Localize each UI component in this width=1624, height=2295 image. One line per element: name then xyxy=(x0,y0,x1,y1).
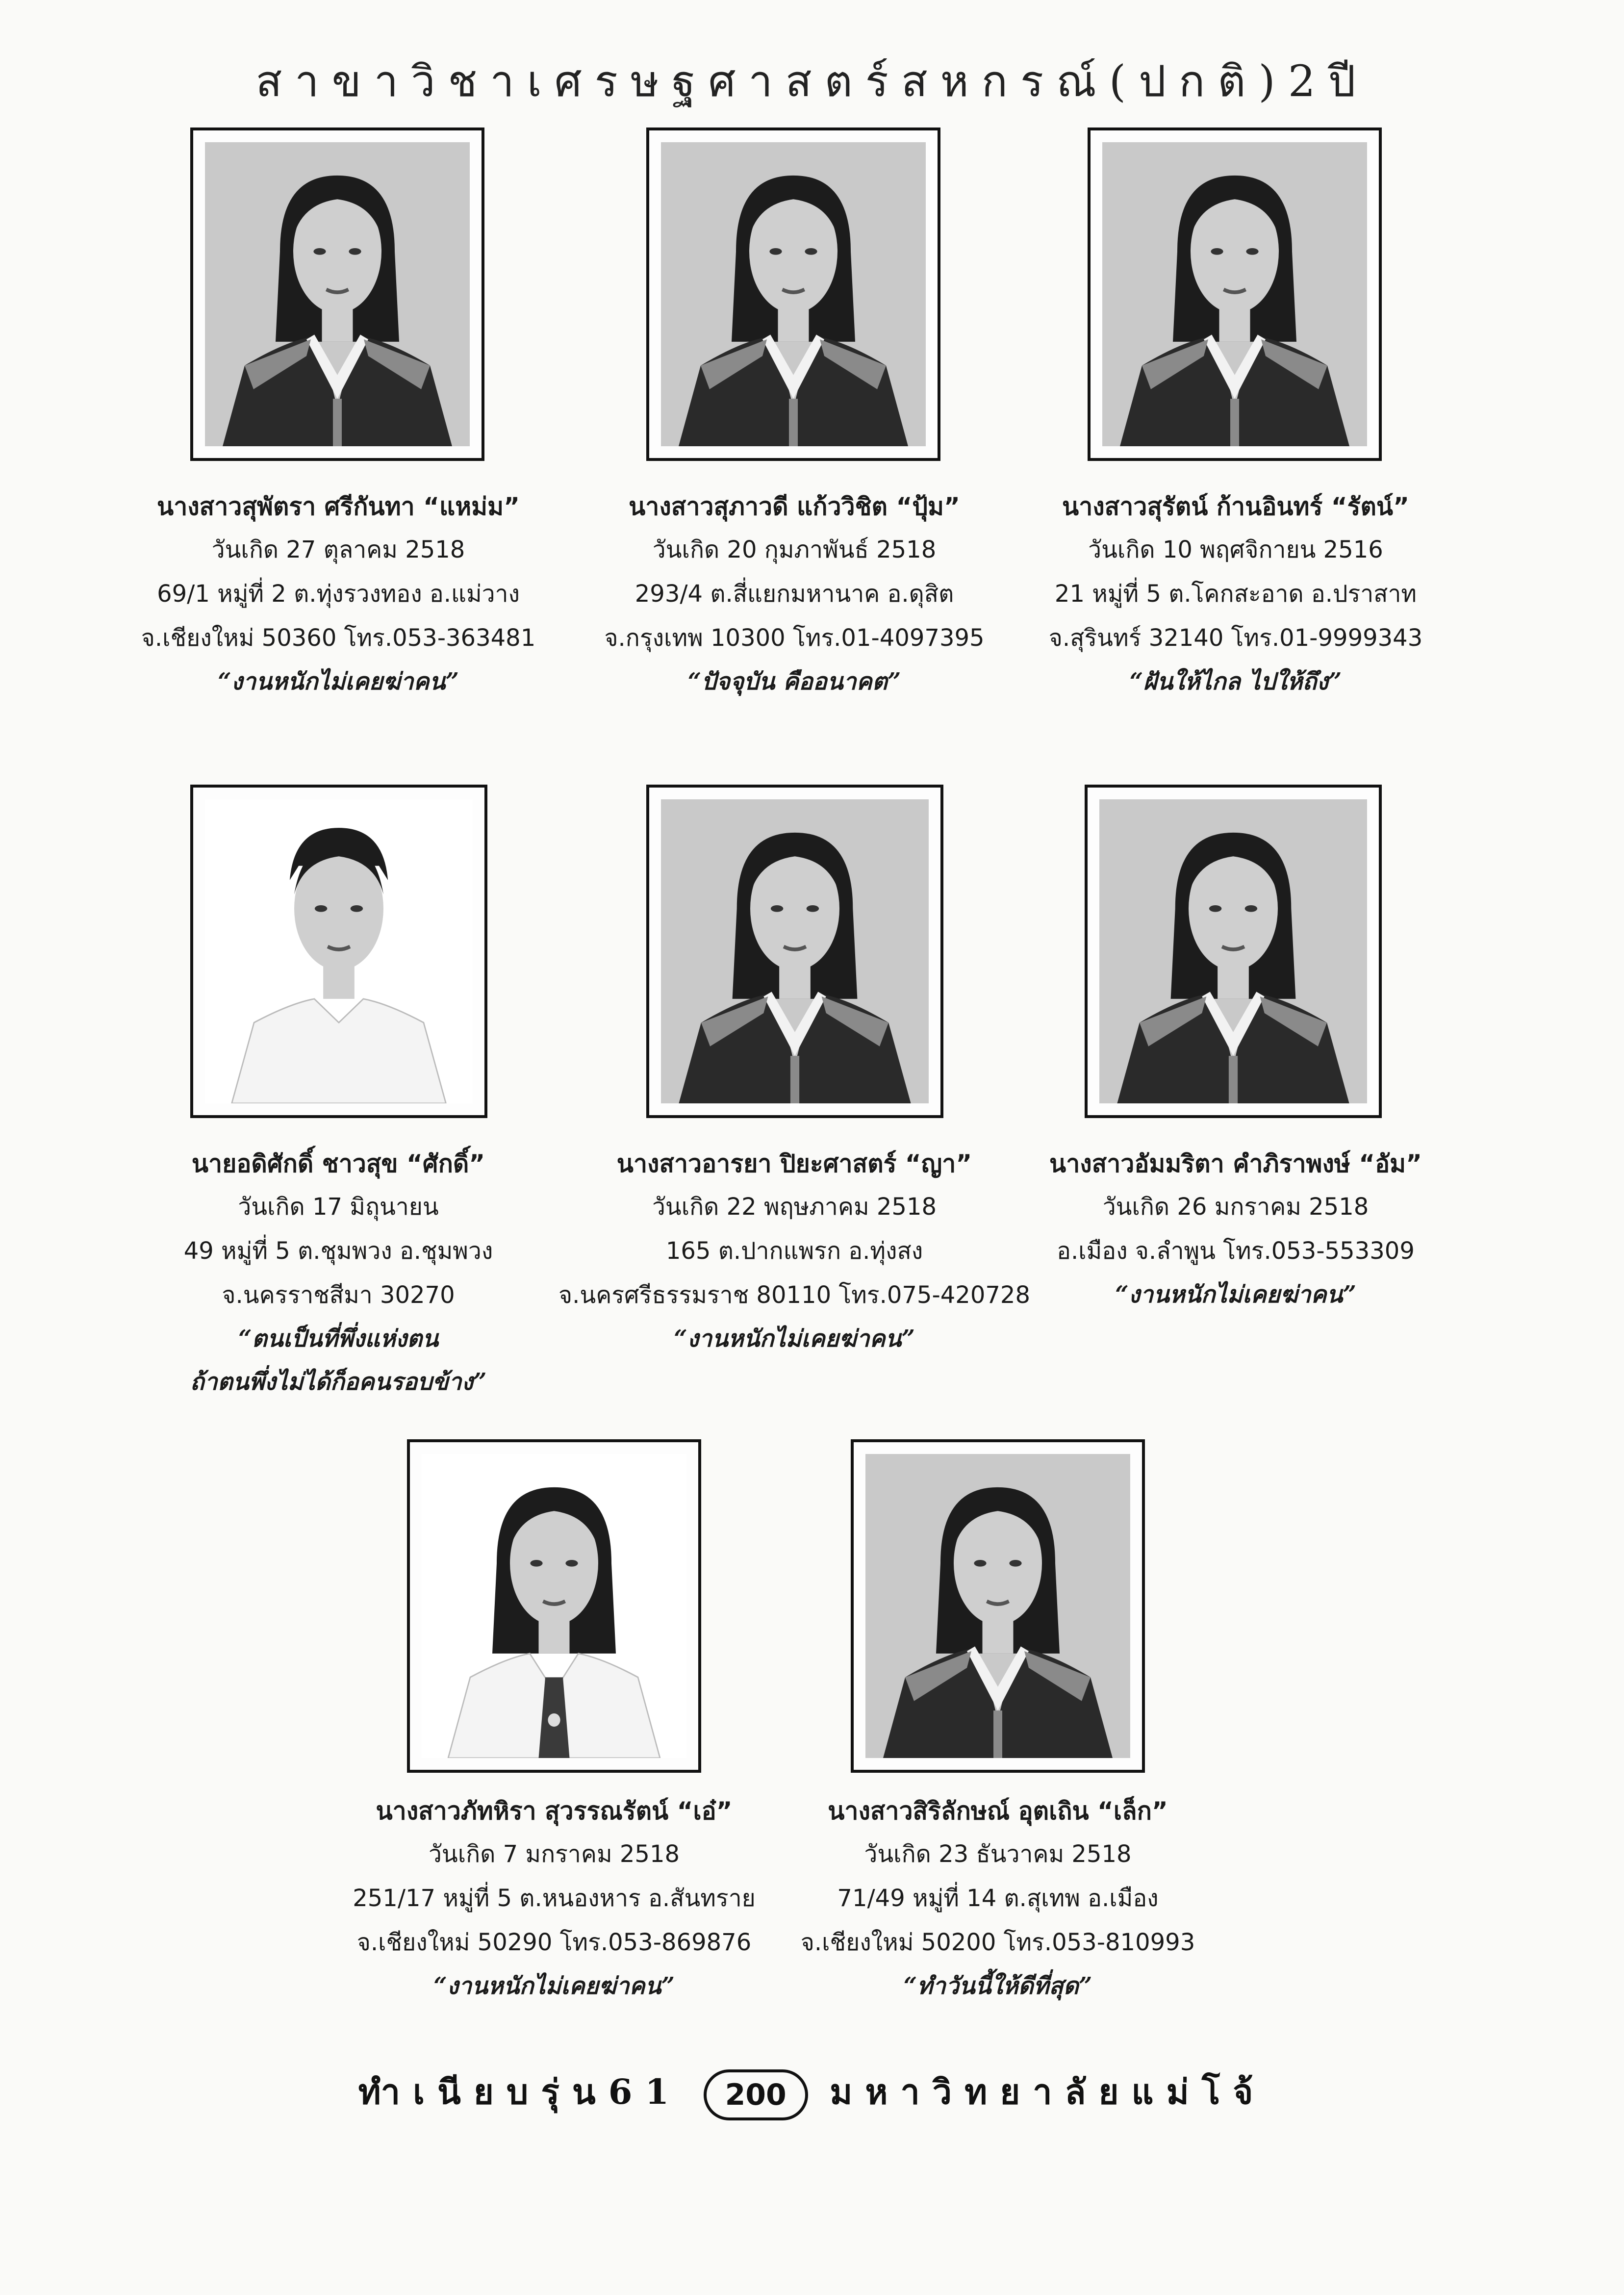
student-photo xyxy=(190,785,487,1118)
student-address: จ.นครราชสีมา 30270 xyxy=(222,1281,455,1309)
student-motto: “งานหนักไม่เคยฆ่าคน” xyxy=(674,1325,915,1352)
portrait-image xyxy=(1102,142,1367,446)
student-info xyxy=(990,1143,1481,1316)
portrait-image xyxy=(865,1454,1130,1758)
student-name: นางสาวสิริลักษณ์ อุตเถิน “เล็ก” xyxy=(828,1797,1168,1825)
student-birthday: วันเกิด 10 พฤศจิกายน 2516 xyxy=(1088,536,1383,563)
student-name: นางสาวอารยา ปิยะศาสตร์ “ญา” xyxy=(616,1149,972,1178)
student-motto: “งานหนักไม่เคยฆ่าคน” xyxy=(433,1972,675,2000)
student-motto: “งานหนักไม่เคยฆ่าคน” xyxy=(218,668,459,695)
student-name: นายอดิศักดิ์ ชาวสุข “ศักดิ์” xyxy=(191,1149,485,1178)
student-birthday: วันเกิด 17 มิถุนายน xyxy=(238,1193,439,1221)
student-address: 165 ต.ปากแพรก อ.ทุ่งสง xyxy=(665,1237,923,1265)
student-motto: “งานหนักไม่เคยฆ่าคน” xyxy=(1115,1281,1356,1308)
student-address: อ.เมือง จ.ลำพูน โทร.053-553309 xyxy=(1057,1237,1415,1265)
student-photo xyxy=(851,1439,1145,1773)
student-info xyxy=(93,1143,584,1403)
student-address: 71/49 หมู่ที่ 14 ต.สุเทพ อ.เมือง xyxy=(837,1885,1159,1912)
student-motto: “ฝันให้ไกล ไปให้ถึง” xyxy=(1129,668,1342,695)
student-address: 251/17 หมู่ที่ 5 ต.หนองหาร อ.สันทราย xyxy=(353,1885,756,1912)
student-info xyxy=(309,1790,799,2008)
portrait-image xyxy=(205,799,473,1103)
student-address: 69/1 หมู่ที่ 2 ต.ทุ่งรวงทอง อ.แม่วาง xyxy=(157,580,520,608)
student-name: นางสาวอัมมริตา คำภิราพงษ์ “อัม” xyxy=(1049,1149,1422,1178)
portrait-image xyxy=(661,142,926,446)
student-birthday: วันเกิด 26 มกราคม 2518 xyxy=(1102,1193,1369,1221)
student-motto: “ตนเป็นที่พึ่งแห่งตน xyxy=(238,1325,438,1352)
student-info xyxy=(549,1143,1040,1360)
student-birthday: วันเกิด 27 ตุลาคม 2518 xyxy=(211,536,465,563)
page-number: 200 xyxy=(704,2069,808,2120)
student-name: นางสาวภัทหิรา สุวรรณรัตน์ “เอ๋” xyxy=(376,1797,733,1825)
student-motto: ถ้าตนพึ่งไม่ได้ก็อคนรอบข้าง” xyxy=(190,1368,487,1396)
student-name: นางสาวสุภาวดี แก้ววิชิต “ปุ้ม” xyxy=(629,492,960,521)
student-birthday: วันเกิด 23 ธันวาคม 2518 xyxy=(864,1840,1132,1868)
footer-university-label: มหาวิทยาลัยแม่โจ้ xyxy=(830,2071,1266,2112)
student-address: 293/4 ต.สี่แยกมหานาค อ.ดุสิต xyxy=(634,580,954,608)
student-photo xyxy=(1088,128,1382,461)
student-address: จ.เชียงใหม่ 50290 โทร.053-869876 xyxy=(356,1929,752,1956)
page-footer xyxy=(0,2065,1624,2120)
student-name: นางสาวสุพัตรา ศรีกันทา “แหม่ม” xyxy=(157,492,520,521)
student-address: จ.สุรินทร์ 32140 โทร.01-9999343 xyxy=(1048,624,1423,652)
portrait-image xyxy=(205,142,470,446)
portrait-image xyxy=(661,799,929,1103)
student-name: นางสาวสุรัตน์ ก้านอินทร์ “รัตน์” xyxy=(1062,492,1409,521)
student-motto: “ทำวันนี้ให้ดีที่สุด” xyxy=(903,1972,1092,2000)
student-address: จ.กรุงเทพ 10300 โทร.01-4097395 xyxy=(604,624,985,652)
page-title: สาขาวิชาเศรษฐศาสตร์สหกรณ์(ปกติ)2ปี xyxy=(255,56,1369,106)
student-address: จ.เชียงใหม่ 50200 โทร.053-810993 xyxy=(800,1929,1195,1956)
student-photo xyxy=(1085,785,1382,1118)
student-photo xyxy=(646,128,940,461)
student-motto: “ปัจจุบัน คืออนาคต” xyxy=(687,668,901,695)
student-birthday: วันเกิด 22 พฤษภาคม 2518 xyxy=(652,1193,937,1221)
student-address: จ.เชียงใหม่ 50360 โทร.053-363481 xyxy=(141,624,536,652)
student-birthday: วันเกิด 20 กุมภาพันธ์ 2518 xyxy=(652,536,937,563)
student-photo xyxy=(407,1439,701,1773)
student-info xyxy=(93,485,584,703)
student-photo xyxy=(190,128,484,461)
student-address: จ.นครศรีธรรมราช 80110 โทร.075-420728 xyxy=(558,1281,1030,1309)
footer-yearbook-label: ทำเนียบรุ่น61 xyxy=(358,2071,682,2112)
portrait-image xyxy=(1099,799,1367,1103)
student-info xyxy=(990,485,1481,703)
student-info xyxy=(549,485,1040,703)
student-address: 49 หมู่ที่ 5 ต.ชุมพวง อ.ชุมพวง xyxy=(183,1237,493,1265)
student-photo xyxy=(646,785,943,1118)
portrait-image xyxy=(422,1454,686,1758)
student-address: 21 หมู่ที่ 5 ต.โคกสะอาด อ.ปราสาท xyxy=(1054,580,1417,608)
student-birthday: วันเกิด 7 มกราคม 2518 xyxy=(428,1840,680,1868)
student-info xyxy=(753,1790,1243,2008)
